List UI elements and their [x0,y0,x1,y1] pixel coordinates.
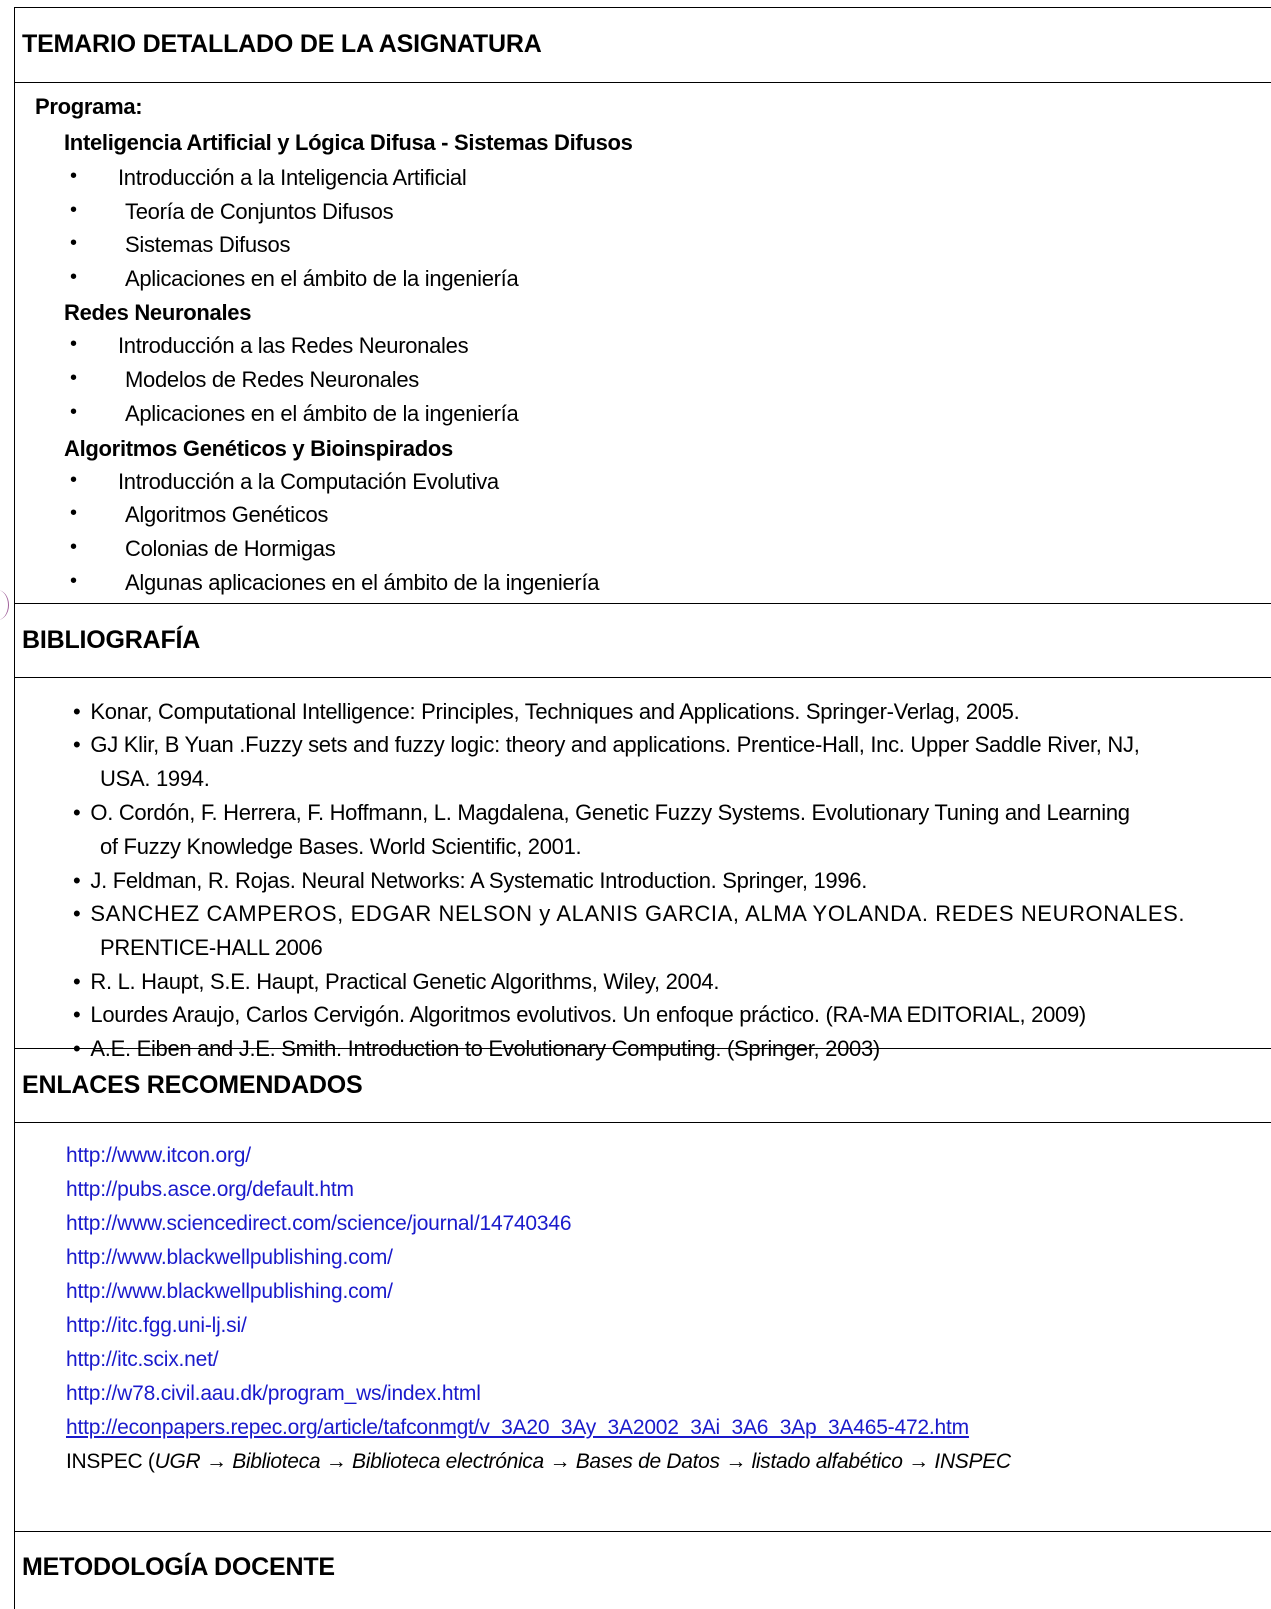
divider-metodologia [14,1531,1271,1532]
temario-heading: TEMARIO DETALLADO DE LA ASIGNATURA [22,30,542,58]
list-item: Teoría de Conjuntos Difusos [125,199,394,224]
list-item: Sistemas Difusos [125,232,291,257]
section-title-algoritmos: Algoritmos Genéticos y Bioinspirados [64,436,453,461]
bullet-icon: • [70,570,78,592]
link-sciencedirect[interactable]: http://www.sciencedirect.com/science/journal/14740346 [66,1212,572,1235]
reference-item: • Konar, Computational Intelligence: Principles, Techniques and Applications. Springer-Verlag, 2005. [73,699,1020,724]
bullet-icon: • [70,367,78,389]
reference-item-continuation: PRENTICE-HALL 2006 [100,935,323,960]
list-item: Algunas aplicaciones en el ámbito de la ingeniería [125,570,600,595]
bibliografia-heading: BIBLIOGRAFÍA [22,626,201,654]
arrow-right-icon: → [205,1450,227,1473]
bullet-icon: • [73,699,81,724]
metodologia-heading: METODOLOGÍA DOCENTE [22,1553,335,1581]
list-item: Algoritmos Genéticos [125,502,329,527]
reference-item: • O. Cordón, F. Herrera, F. Hoffmann, L. Magdalena, Genetic Fuzzy Systems. Evolutionary Tuning and Learning [73,800,1130,825]
reference-item-continuation: of Fuzzy Knowledge Bases. World Scientific, 2001. [100,834,582,859]
bullet-icon: • [70,266,78,288]
bullet-icon: • [70,333,78,355]
section-title-ia: Inteligencia Artificial y Lógica Difusa - Sistemas Difusos [64,130,633,155]
list-item: Aplicaciones en el ámbito de la ingeniería [125,401,519,426]
bullet-icon: • [70,199,78,221]
table-left-border [14,7,15,1609]
divider-enlaces-header [14,1122,1271,1123]
bullet-icon: • [70,165,78,187]
programa-label: Programa: [35,94,143,119]
inspec-path: INSPEC (UGR → Biblioteca → Biblioteca electrónica → Bases de Datos → listado alfabético → INSPEC [66,1450,1011,1473]
reference-item: • R. L. Haupt, S.E. Haupt, Practical Genetic Algorithms, Wiley, 2004. [73,969,720,994]
reference-item: • Lourdes Araujo, Carlos Cervigón. Algoritmos evolutivos. Un enfoque práctico. (RA-MA EDITORIAL, 2009) [73,1002,1086,1027]
link-blackwell-2[interactable]: http://www.blackwellpublishing.com/ [66,1280,393,1303]
bullet-icon: • [73,868,81,893]
bullet-icon: • [70,536,78,558]
table-top-border [14,7,1271,8]
link-econpapers[interactable]: http://econpapers.repec.org/article/tafconmgt/v_3A20_3Ay_3A2002_3Ai_3A6_3Ap_3A465-472.htm [66,1416,969,1439]
link-w78[interactable]: http://w78.civil.aau.dk/program_ws/index.html [66,1382,481,1405]
divider-bibliografia [14,603,1271,604]
section-title-redes: Redes Neuronales [64,300,252,325]
bullet-icon: • [73,800,81,825]
list-item: Colonias de Hormigas [125,536,336,561]
arrow-right-icon: → [325,1450,347,1473]
bullet-icon: • [70,469,78,491]
arrow-right-icon: → [725,1450,747,1473]
reference-item: • SANCHEZ CAMPEROS, EDGAR NELSON y ALANIS GARCIA, ALMA YOLANDA. REDES NEURONALES. [73,901,1186,926]
reference-item: • A.E. Eiben and J.E. Smith. Introduction to Evolutionary Computing. (Springer, 2003) [73,1036,880,1061]
link-blackwell[interactable]: http://www.blackwellpublishing.com/ [66,1246,393,1269]
list-item: Introducción a la Computación Evolutiva [118,469,499,494]
link-itcon[interactable]: http://www.itcon.org/ [66,1144,251,1167]
arrow-right-icon: → [908,1450,929,1473]
link-itc-scix[interactable]: http://itc.scix.net/ [66,1348,219,1371]
list-item: Modelos de Redes Neuronales [125,367,419,392]
divider-bibliografia-header [14,677,1271,678]
reference-item-continuation: USA. 1994. [100,766,210,791]
bullet-icon: • [73,732,81,757]
reference-item: • J. Feldman, R. Rojas. Neural Networks: A Systematic Introduction. Springer, 1996. [73,868,868,893]
margin-mark [0,590,9,620]
list-item: Introducción a la Inteligencia Artificial [118,165,467,190]
bullet-icon: • [73,1002,81,1027]
list-item: Aplicaciones en el ámbito de la ingeniería [125,266,519,291]
bullet-icon: • [73,969,81,994]
bullet-icon: • [70,232,78,254]
bullet-icon: • [73,901,81,926]
bullet-icon: • [70,401,78,423]
bullet-icon: • [70,502,78,524]
arrow-right-icon: → [549,1450,571,1473]
link-itc-fgg[interactable]: http://itc.fgg.uni-lj.si/ [66,1314,247,1337]
divider-temario-header [14,82,1271,83]
reference-item: • GJ Klir, B Yuan .Fuzzy sets and fuzzy logic: theory and applications. Prentice-Hall, Inc. Upper Saddle River, NJ, [73,732,1140,757]
list-item: Introducción a las Redes Neuronales [118,333,469,358]
bullet-icon: • [73,1036,81,1061]
link-asce[interactable]: http://pubs.asce.org/default.htm [66,1178,354,1201]
enlaces-heading: ENLACES RECOMENDADOS [22,1071,363,1099]
